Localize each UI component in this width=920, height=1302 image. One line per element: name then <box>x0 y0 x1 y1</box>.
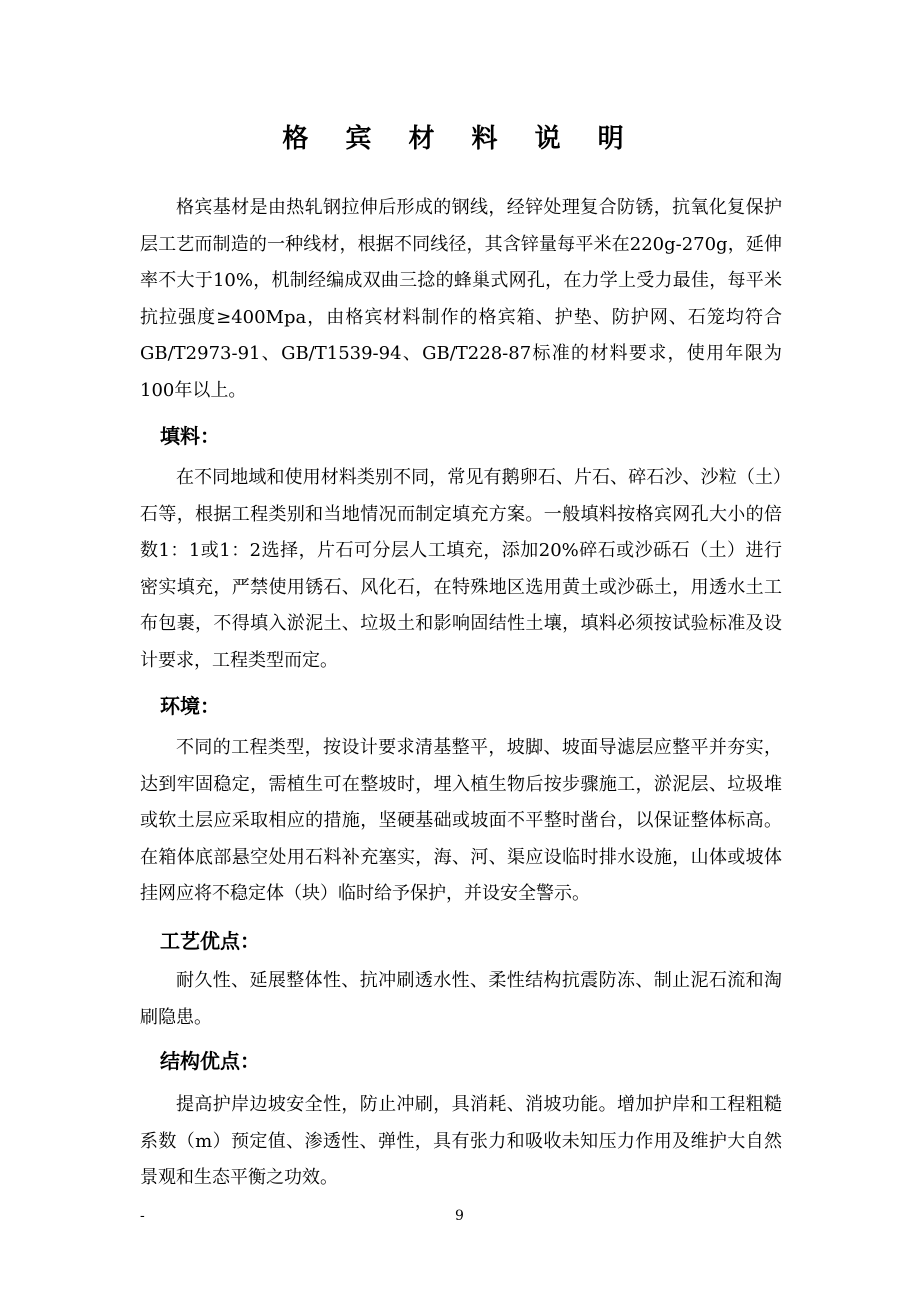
paragraph-process-advantages: 耐久性、延展整体性、抗冲刷透水性、柔性结构抗震防冻、制止泥石流和淘刷隐患。 <box>140 970 782 1028</box>
intro-paragraph: 格宾基材是由热轧钢拉伸后形成的钢线，经锌处理复合防锈，抗氧化复保护层工艺而制造的一种线材，根据不同线径，其含锌量每平米在220g-270g，延伸率不大于10%，机制经编成双曲三捻的蜂巢式网孔，在力学上受力最佳，每平米抗拉强度≥400Mpa，由格宾材料制作的格宾箱、护垫、防护网、石笼均符合GB/T2973-91、GB/T1539-94、GB/T228-87标准的材料要求，使用年限为100年以上。 <box>140 197 782 401</box>
heading-process-advantages: 工艺优点： <box>160 929 260 953</box>
heading-filler: 填料： <box>160 424 220 448</box>
paragraph-environment: 不同的工程类型，按设计要求清基整平，坡脚、坡面导滤层应整平并夯实，达到牢固稳定，需植生可在整坡时，埋入植生物后按步骤施工，淤泥层、垃圾堆或软土层应采取相应的措施，坚硬基础或坡面不平整时凿台，以保证整体标高。在箱体底部悬空处用石料补充塞实，海、河、渠应设临时排水设施，山体或坡体挂网应将不稳定体（块）临时给予保护，并设安全警示。 <box>140 737 782 905</box>
paragraph-filler: 在不同地域和使用材料类别不同，常见有鹅卵石、片石、碎石沙、沙粒（土）石等，根据工程类别和当地情况而制定填充方案。一般填料按格宾网孔大小的倍数1：1或1：2选择，片石可分层人工填充，添加20%碎石或沙砾石（土）进行密实填充，严禁使用锈石、风化石，在特殊地区选用黄土或沙砾土，用透水土工布包裹，不得填入淤泥土、垃圾土和影响固结性土壤，填料必须按试验标准及设计要求，工程类型而定。 <box>140 467 782 671</box>
page-title: 格 宾 材 料 说 明 <box>282 124 638 154</box>
paragraph-structure-advantages: 提高护岸边坡安全性，防止冲刷，具消耗、消坡功能。增加护岸和工程粗糙系数（m）预定值、渗透性、弹性，具有张力和吸收未知压力作用及维护大自然景观和生态平衡之功效。 <box>140 1094 782 1189</box>
heading-structure-advantages: 结构优点： <box>160 1049 260 1073</box>
footer-dash: - <box>140 1208 145 1224</box>
page-number: 9 <box>455 1208 464 1224</box>
heading-environment: 环境： <box>160 694 220 718</box>
